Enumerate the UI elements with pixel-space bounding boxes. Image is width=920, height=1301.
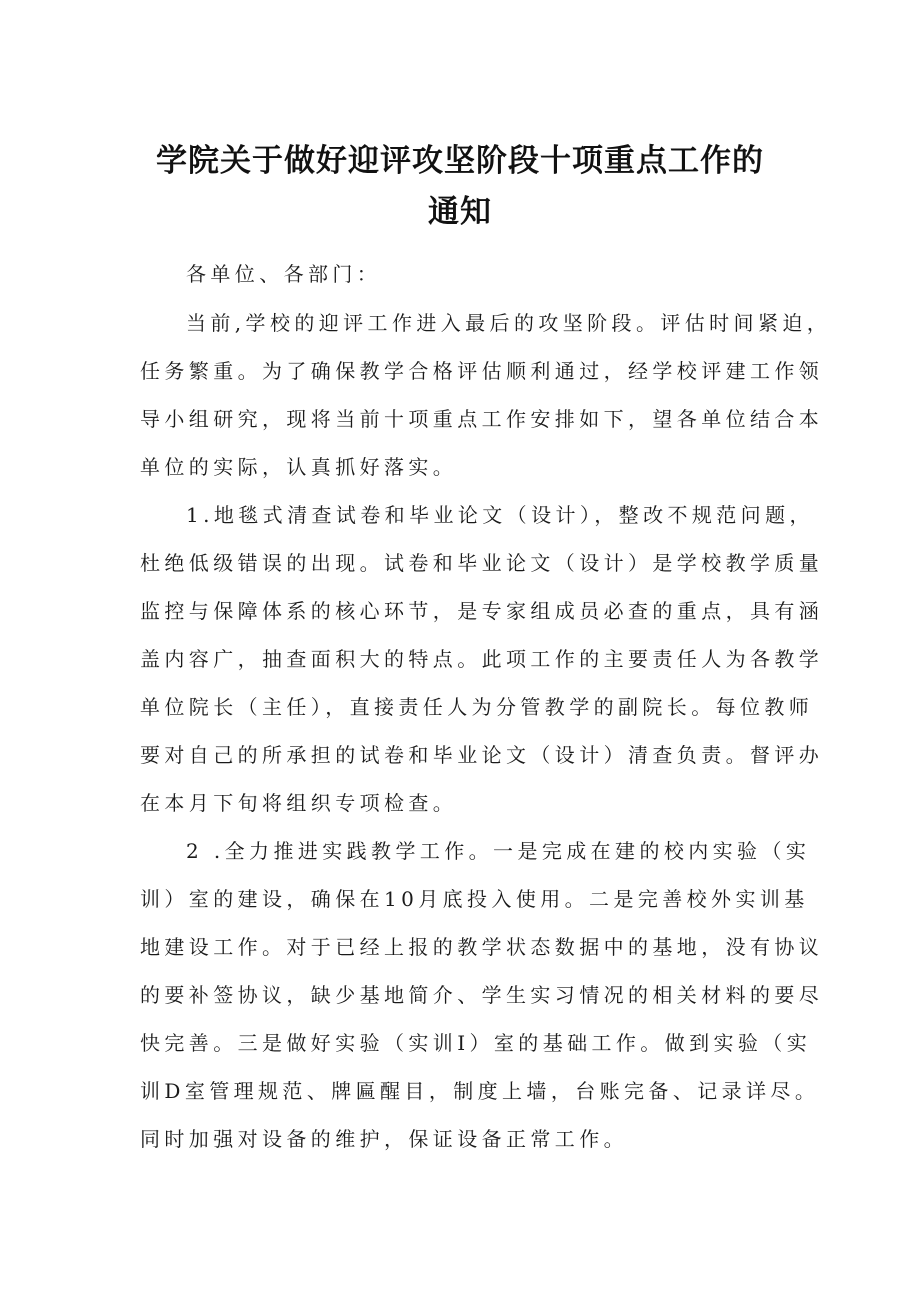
paragraph-line: 训）室的建设，确保在10月底投入使用。二是完善校外实训基 [140,887,809,911]
paragraph-line: 盖内容广，抽查面积大的特点。此项工作的主要责任人为各教学 [140,647,824,671]
paragraph-line: 单位院长（主任），直接责任人为分管教学的副院长。每位教师 [140,695,814,719]
paragraph-line: 任务繁重。为了确保教学合格评估顺利通过，经学校评建工作领 [140,359,824,383]
paragraph-line: 同时加强对设备的维护，保证设备正常工作。 [140,1127,628,1151]
paragraph-line: 单位的实际，认真抓好落实。 [140,455,458,479]
paragraph-line: 训D室管理规范、牌匾醒目，制度上墙，台账完备、记录详尽。 [140,1079,820,1103]
paragraph-line: 要对自己的所承担的试卷和毕业论文（设计）清查负责。督评办 [140,743,824,767]
paragraph-line: 1.地毯式清查试卷和毕业论文（设计），整改不规范问题， [186,503,814,527]
paragraph-line: 当前,学校的迎评工作进入最后的攻坚阶段。评估时间紧迫， [186,311,832,335]
paragraph-line: 2 .全力推进实践教学工作。一是完成在建的校内实验（实 [186,839,811,863]
paragraph-line: 监控与保障体系的核心环节，是专家组成员必查的重点，具有涵 [140,599,824,623]
paragraph-line: 杜绝低级错误的出现。试卷和毕业论文（设计）是学校教学质量 [140,551,824,575]
paragraph-line: 导小组研究，现将当前十项重点工作安排如下，望各单位结合本 [140,407,824,431]
document-title-line-2: 通知 [428,194,492,230]
salutation: 各单位、各部门： [186,262,382,286]
paragraph-line: 快完善。三是做好实验（实训I）室的基础工作。做到实验（实 [140,1031,812,1055]
paragraph-line: 在本月下旬将组织专项检查。 [140,791,458,815]
paragraph-line: 的要补签协议，缺少基地简介、学生实习情况的相关材料的要尽 [140,983,824,1007]
document-title-line-1: 学院关于做好迎评攻坚阶段十项重点工作的 [156,143,764,179]
paragraph-line: 地建设工作。对于已经上报的教学状态数据中的基地，没有协议 [140,935,824,959]
